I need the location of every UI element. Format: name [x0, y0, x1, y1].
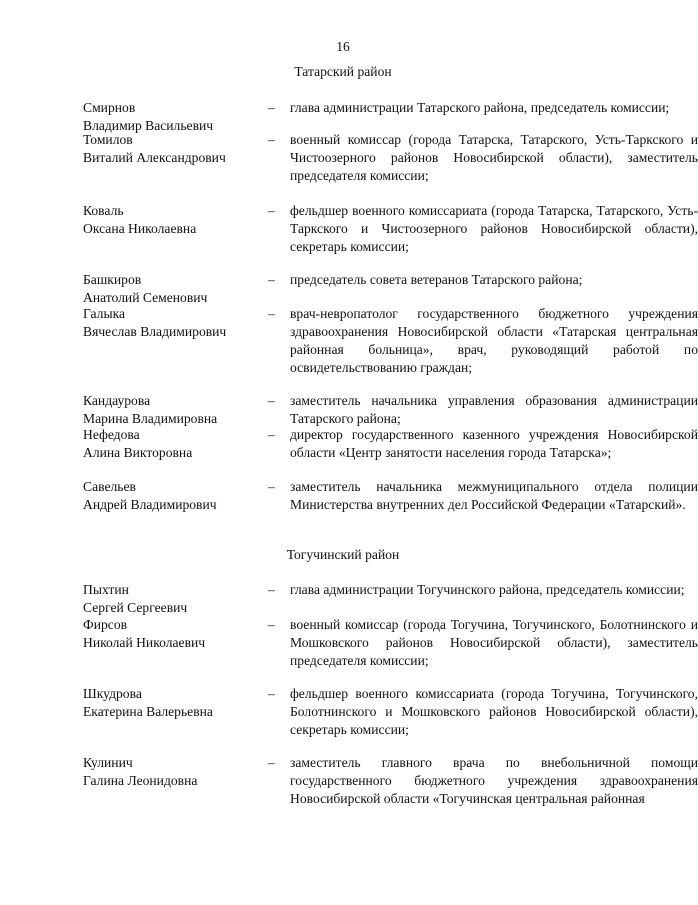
member-given-names: Сергей Сергеевич [83, 600, 188, 615]
member-name [83, 581, 263, 617]
member-surname: Савельев [83, 479, 136, 494]
dash-separator: – [268, 617, 275, 632]
member-surname: Фирсов [83, 617, 128, 632]
member-given-names: Андрей Владимирович [83, 497, 217, 512]
section-title-toguchinsky: Тогучинский район [286, 547, 400, 562]
member-given-names: Николай Николаевич [83, 635, 206, 650]
member-name [83, 754, 263, 790]
member-name [83, 99, 263, 135]
member-surname: Башкиров [83, 272, 142, 287]
dash-separator: – [268, 427, 275, 442]
member-given-names: Марина Владимировна [83, 411, 218, 426]
member-role: глава администрации Татарского района, председатель комиссии; [290, 100, 670, 115]
dash-separator: – [268, 100, 275, 115]
member-role: заместитель начальника управления образования администрации Татарского района; [290, 393, 698, 426]
member-role: председатель совета ветеранов Татарского района; [290, 272, 583, 287]
member-name [83, 478, 263, 514]
member-name [83, 131, 263, 167]
member-surname: Кандаурова [83, 393, 151, 408]
member-surname: Кулинич [83, 755, 133, 770]
section-title-tatarsky: Татарский район [294, 64, 392, 79]
dash-separator: – [268, 306, 275, 321]
member-role: глава администрации Тогучинского района, председатель комиссии; [290, 582, 685, 597]
member-role: фельдшер военного комиссариата (города Татарска, Татарского, Усть-Таркского и Чистоозерного районов Новосибирской области), секретарь комиссии; [290, 203, 698, 254]
member-name [83, 685, 263, 721]
member-given-names: Виталий Александрович [83, 150, 226, 165]
member-surname: Томилов [83, 132, 133, 147]
member-surname: Смирнов [83, 100, 136, 115]
member-name [83, 305, 263, 341]
dash-separator: – [268, 755, 275, 770]
member-role: военный комиссар (города Татарска, Татарского, Усть-Таркского и Чистоозерного районов Новосибирской области), заместитель председателя комиссии; [290, 132, 698, 183]
member-surname: Шкудрова [83, 686, 142, 701]
member-given-names: Галина Леонидовна [83, 773, 198, 788]
member-name [83, 202, 263, 238]
member-name [83, 392, 263, 428]
page-number: 16 [336, 39, 350, 54]
member-name [83, 426, 263, 462]
member-role: заместитель начальника межмуниципального отдела полиции Министерства внутренних дел Российской Федерации «Татарский». [290, 479, 698, 512]
member-given-names: Оксана Николаевна [83, 221, 197, 236]
dash-separator: – [268, 203, 275, 218]
member-given-names: Владимир Васильевич [83, 118, 214, 133]
member-name [83, 271, 263, 307]
member-given-names: Анатолий Семенович [83, 290, 208, 305]
member-given-names: Алина Викторовна [83, 445, 193, 460]
member-surname: Пыхтин [83, 582, 129, 597]
member-given-names: Екатерина Валерьевна [83, 704, 213, 719]
member-surname: Коваль [83, 203, 124, 218]
member-role: военный комиссар (города Тогучина, Тогучинского, Болотнинского и Мошковского районов Новосибирской области), заместитель председателя комиссии; [290, 617, 698, 668]
member-given-names: Вячеслав Владимирович [83, 324, 227, 339]
dash-separator: – [268, 132, 275, 147]
member-role: фельдшер военного комиссариата (города Тогучина, Тогучинского, Болотнинского и Мошковского районов Новосибирской области), секретарь комиссии; [290, 686, 698, 737]
member-surname: Нефедова [83, 427, 140, 442]
member-surname: Галыка [83, 306, 126, 321]
dash-separator: – [268, 686, 275, 701]
member-role: врач-невропатолог государственного бюджетного учреждения здравоохранения Новосибирской области «Татарская центральная районная больница», врач, руководящий работой по освидетельствованию граждан; [290, 306, 698, 375]
member-name [83, 616, 263, 652]
dash-separator: – [268, 393, 275, 408]
dash-separator: – [268, 272, 275, 287]
member-role: заместитель главного врача по внебольничной помощи государственного бюджетного учреждения здравоохранения Новосибирской области «Тогучинская центральная районная [290, 755, 698, 806]
member-role: директор государственного казенного учреждения Новосибирской области «Центр занятости населения города Татарска»; [290, 427, 698, 460]
dash-separator: – [268, 582, 275, 597]
dash-separator: – [268, 479, 275, 494]
